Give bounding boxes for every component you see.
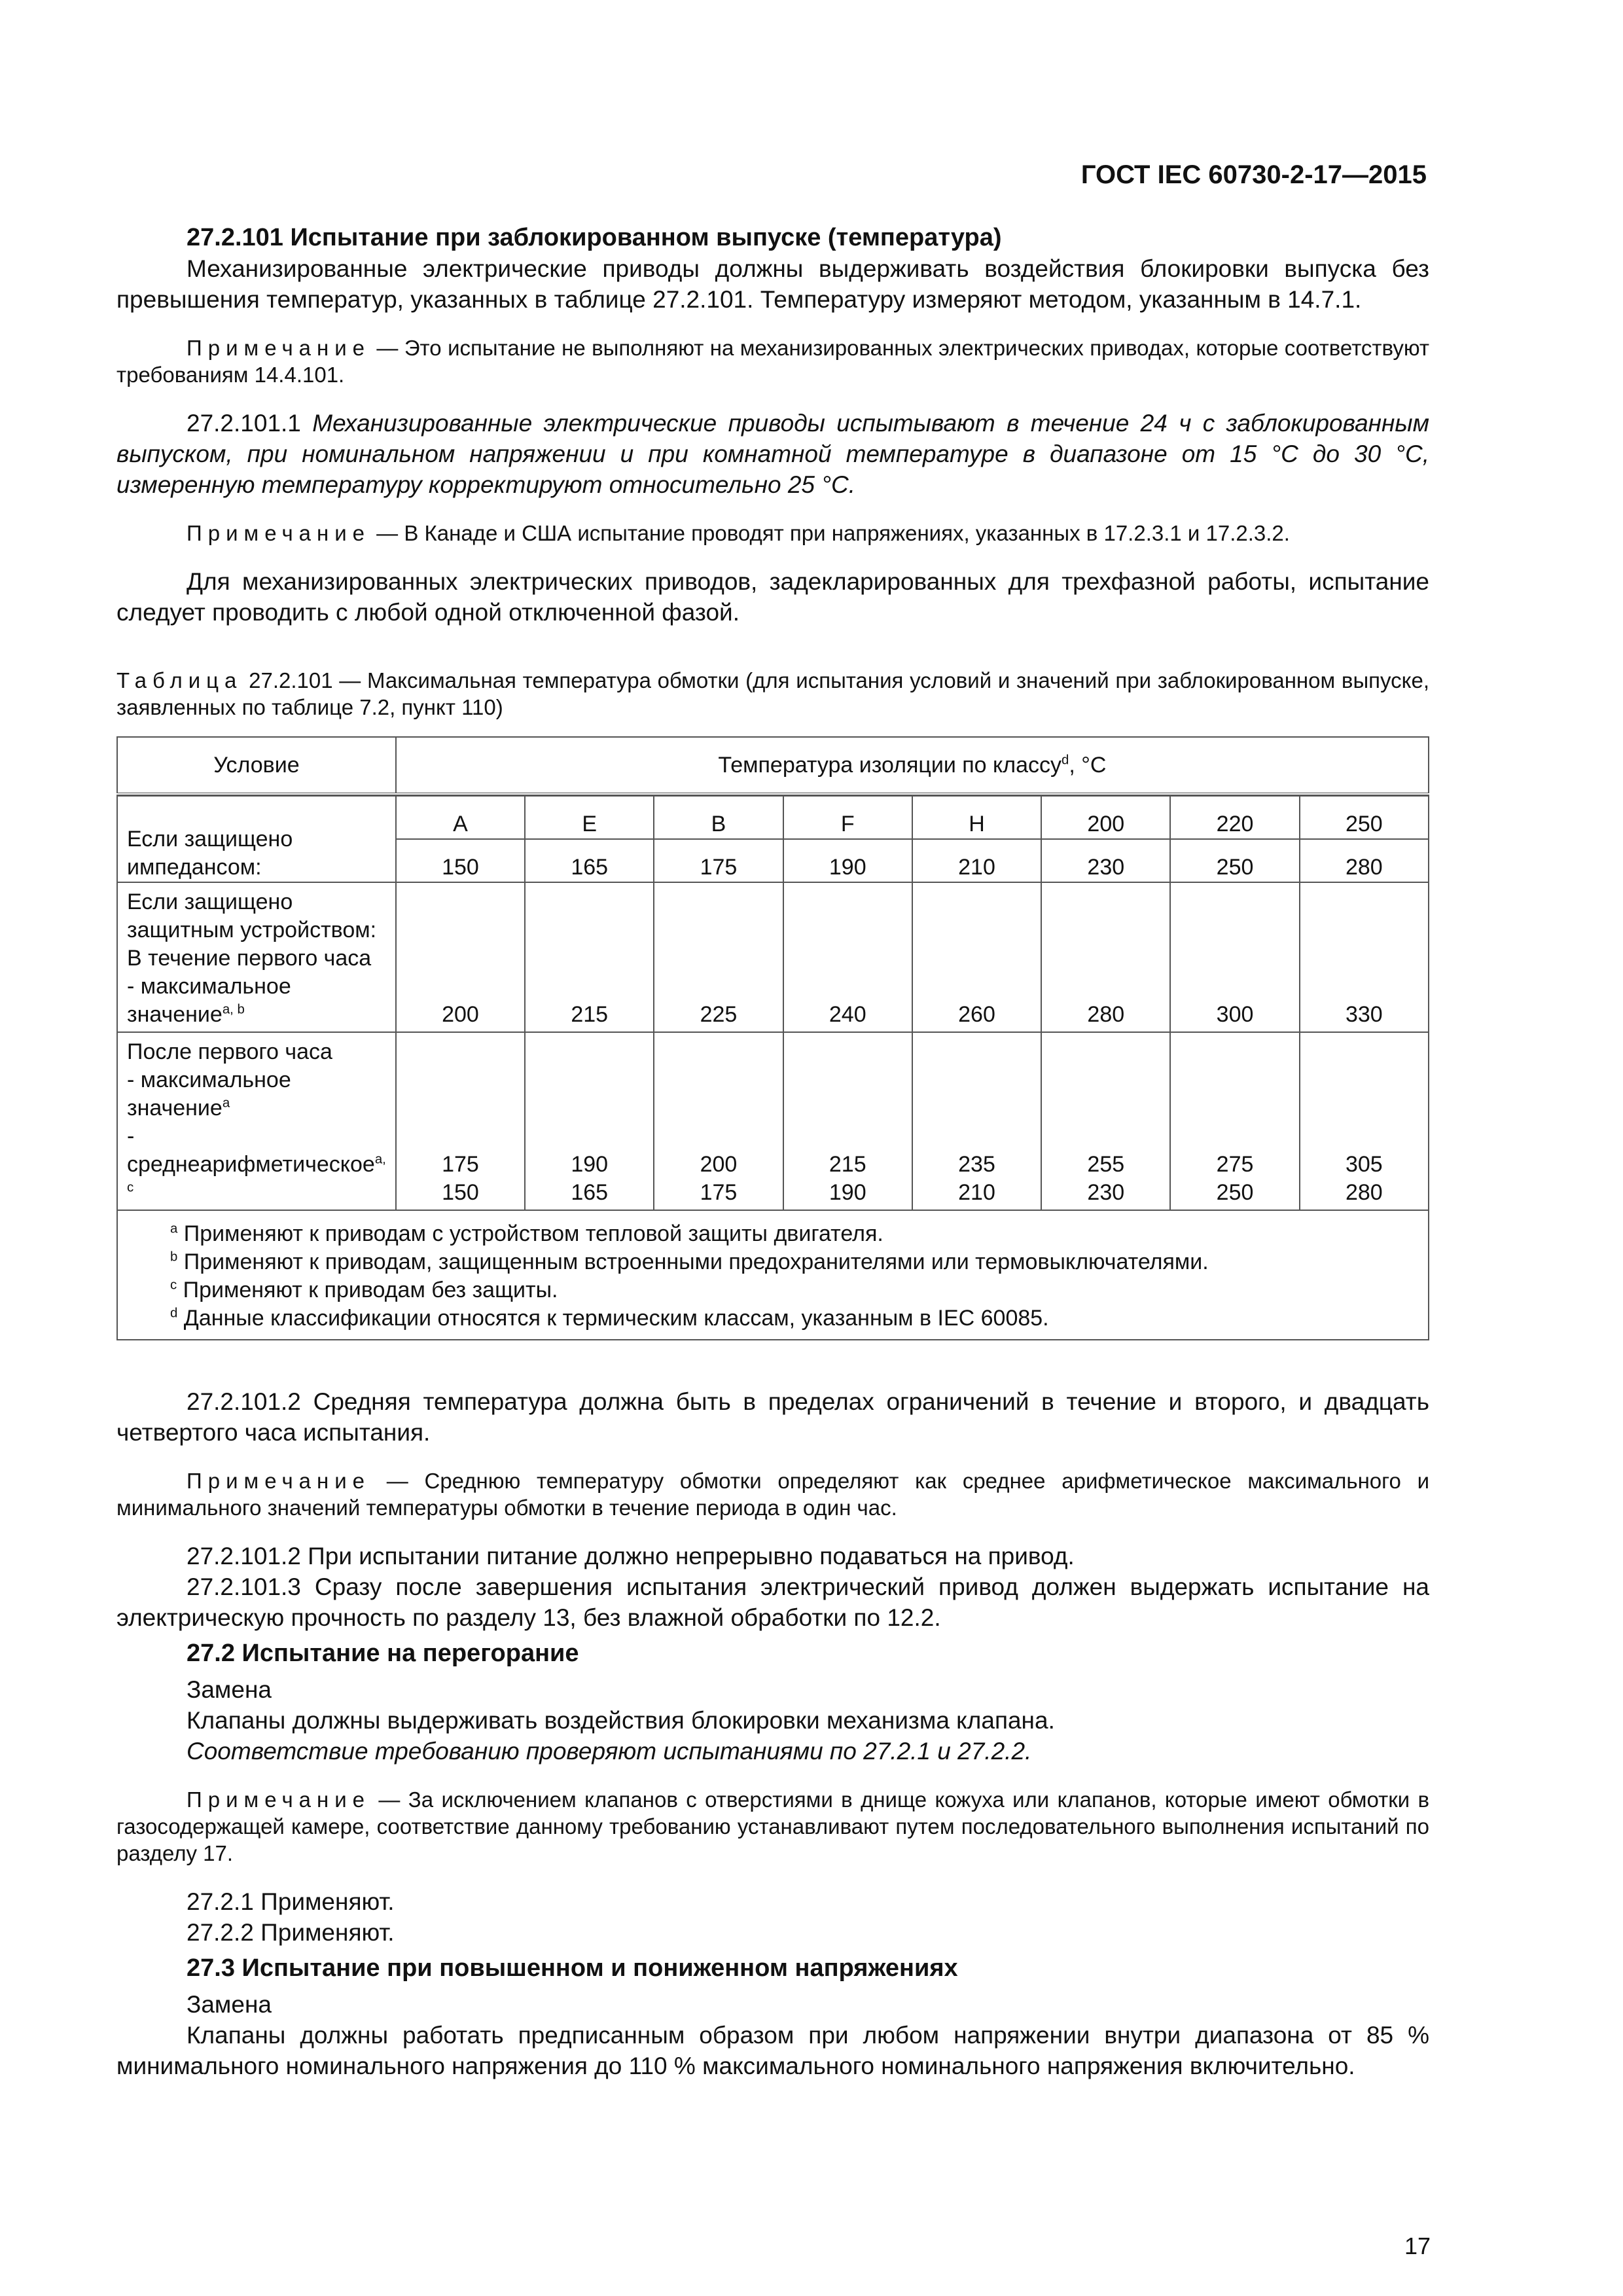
row2-line: В течение первого часа <box>127 946 372 971</box>
value-cell: 210 <box>912 839 1041 882</box>
value-cell: 250 <box>1170 839 1299 882</box>
row2-line <box>127 973 386 1029</box>
avg-value: 280 <box>1345 1180 1383 1205</box>
caption-label: Таблица <box>116 668 243 692</box>
header-unit: , °С <box>1069 752 1107 778</box>
clause-text: Механизированные электрические приводы испытывают в течение 24 ч с заблокированным выпуском, при номинальном напряжении и при комнатной температуре в диапазоне от 15 °С до 30 °С, измеренную температуру корректируют относительно 25 °С. <box>116 410 1429 498</box>
value-cell: 225 <box>654 882 783 1032</box>
class-cell: H <box>912 796 1041 839</box>
footnote <box>170 1304 1428 1333</box>
header-insulation-text: Температура изоляции по классу <box>718 752 1062 778</box>
row3-line <box>127 1122 386 1207</box>
page-body <box>116 223 1429 2081</box>
avg-value: 190 <box>829 1180 866 1205</box>
row3-line-text: - среднеарифметическое <box>127 1124 375 1177</box>
max-value: 305 <box>1345 1152 1383 1177</box>
value-cell: 280 <box>1300 839 1429 882</box>
row3-line-text: - максимальное значение <box>127 1067 291 1121</box>
section-title-27-2-101: 27.2.101 Испытание при заблокированном выпуске (температура) <box>187 224 1002 251</box>
value-cell <box>912 1032 1041 1210</box>
row2-line: Если защищено защитным устройством: <box>127 889 377 942</box>
paragraph-compliance: Соответствие требованию проверяют испытаниями по 27.2.1 и 27.2.2. <box>187 1738 1032 1765</box>
row3-line: После первого часа <box>127 1039 332 1064</box>
paragraph: Клапаны должны выдерживать воздействия блокировки механизма клапана. <box>187 1707 1055 1734</box>
page-number: 17 <box>1404 2233 1431 2259</box>
footnote-text: Применяют к приводам с устройством тепловой защиты двигателя. <box>177 1221 883 1246</box>
replacement-label: Замена <box>187 1676 272 1703</box>
section-title-27-2: 27.2 Испытание на перегорание <box>187 1640 579 1667</box>
footnote-mark: d <box>170 1306 178 1321</box>
row2-line-text: - максимальное значение <box>127 974 291 1027</box>
note <box>116 334 1429 388</box>
footnote <box>170 1276 1428 1304</box>
paragraph-27-2-101-2: 27.2.101.2 Средняя температура должна быть в пределах ограничений в течение и второго, и двадцать четвертого часа испытания. <box>116 1388 1429 1446</box>
max-value: 255 <box>1087 1152 1125 1177</box>
value-cell: 200 <box>396 882 525 1032</box>
note-text: — Среднюю температуру обмотки определяют как среднее арифметическое максимального и минимального значений температуры обмотки в течение периода в один час. <box>116 1469 1429 1520</box>
document-designation: ГОСТ IEC 60730-2-17—2015 <box>1080 160 1427 189</box>
footnote-mark: a <box>170 1221 178 1236</box>
note-label: Примечание <box>187 1787 371 1812</box>
class-cell: E <box>525 796 654 839</box>
table-caption <box>116 667 1429 721</box>
value-cell <box>1300 1032 1429 1210</box>
avg-value: 230 <box>1087 1180 1125 1205</box>
note-text: — Это испытание не выполняют на механизированных электрических приводах, которые соответствуют требованиям 14.4.101. <box>116 336 1429 387</box>
note-text: — В Канаде и США испытание проводят при напряжениях, указанных в 17.2.3.1 и 17.2.3.2. <box>370 521 1290 545</box>
footnote <box>170 1248 1428 1276</box>
value-cell: 215 <box>525 882 654 1032</box>
paragraph: Механизированные электрические приводы должны выдерживать воздействия блокировки выпуска без превышения температур, указанных в таблице 27.2.101. Температуру измеряют методом, указанным в 14.7.1. <box>116 255 1429 313</box>
note <box>116 1467 1429 1521</box>
value-cell: 280 <box>1041 882 1170 1032</box>
table-row-protective-device <box>117 882 1429 1032</box>
avg-value: 250 <box>1216 1180 1254 1205</box>
row2-label-cell <box>117 882 396 1032</box>
header-condition: Условие <box>117 737 396 794</box>
max-value: 275 <box>1216 1152 1254 1177</box>
max-value: 215 <box>829 1152 866 1177</box>
avg-value: 165 <box>571 1180 609 1205</box>
paragraph-27-2-101-2-b: 27.2.101.2 При испытании питание должно непрерывно подаваться на привод. <box>187 1543 1075 1570</box>
footnote-text: Применяют к приводам без защиты. <box>177 1278 558 1302</box>
footnote-ref: a, b <box>222 1002 245 1017</box>
class-row <box>117 796 1429 839</box>
paragraph-27-2-1: 27.2.1 Применяют. <box>187 1888 395 1915</box>
max-value: 235 <box>958 1152 995 1177</box>
class-cell: F <box>783 796 912 839</box>
table-row-after-first-hour <box>117 1032 1429 1210</box>
section-title-27-3: 27.3 Испытание при повышенном и пониженном напряжениях <box>187 1954 958 1982</box>
paragraph-27-2-2: 27.2.2 Применяют. <box>187 1919 395 1946</box>
avg-value: 150 <box>442 1180 479 1205</box>
paragraph: Для механизированных электрических приводов, задекларированных для трехфазной работы, испытание следует проводить с любой одной отключенной фазой. <box>116 568 1429 626</box>
value-cell <box>396 1032 525 1210</box>
class-cell: 250 <box>1300 796 1429 839</box>
value-cell: 330 <box>1300 882 1429 1032</box>
note-label: Примечание <box>187 336 371 360</box>
avg-value: 210 <box>958 1180 995 1205</box>
footnote-ref: d <box>1061 753 1069 768</box>
note-label: Примечание <box>187 521 371 545</box>
value-cell: 150 <box>396 839 525 882</box>
caption-text: 27.2.101 — Максимальная температура обмотки (для испытания условий и значений при заблокированном выпуске, заявленных по таблице 7.2, пункт 110) <box>116 668 1429 719</box>
value-cell <box>783 1032 912 1210</box>
row3-label-cell <box>117 1032 396 1210</box>
table-header-row <box>117 737 1429 794</box>
note <box>116 1786 1429 1867</box>
footnote <box>170 1220 1428 1248</box>
value-cell: 300 <box>1170 882 1299 1032</box>
footnote-text: Применяют к приводам, защищенным встроенными предохранителями или термовыключателями. <box>177 1249 1209 1274</box>
paragraph-27-2-101-3: 27.2.101.3 Сразу после завершения испытания электрический привод должен выдержать испытание на электрическую прочность по разделу 13, без влажной обработки по 12.2. <box>116 1573 1429 1631</box>
row1-label-cell <box>117 796 396 882</box>
value-cell: 165 <box>525 839 654 882</box>
value-cell: 190 <box>783 839 912 882</box>
value-cell <box>1041 1032 1170 1210</box>
value-cell: 230 <box>1041 839 1170 882</box>
replacement-label: Замена <box>187 1991 272 2018</box>
max-value: 200 <box>700 1152 738 1177</box>
value-cell: 240 <box>783 882 912 1032</box>
paragraph-27-2-101-1 <box>116 408 1429 500</box>
footnote-ref: a, c <box>127 1152 386 1195</box>
avg-value: 175 <box>700 1180 738 1205</box>
value-cell <box>525 1032 654 1210</box>
value-cell <box>654 1032 783 1210</box>
max-value: 190 <box>571 1152 609 1177</box>
winding-temperature-table <box>116 736 1429 1340</box>
table-footnotes <box>117 1210 1429 1340</box>
row3-line <box>127 1066 386 1122</box>
header-insulation-class <box>396 737 1429 794</box>
max-value: 175 <box>442 1152 479 1177</box>
value-cell <box>1170 1032 1299 1210</box>
class-cell: 200 <box>1041 796 1170 839</box>
clause-number: 27.2.101.1 <box>187 410 313 437</box>
footnote-mark: b <box>170 1249 178 1265</box>
class-cell: 220 <box>1170 796 1299 839</box>
footnote-text: Данные классификации относятся к термическим классам, указанным в IEC 60085. <box>177 1306 1049 1331</box>
paragraph: Клапаны должны работать предписанным образом при любом напряжении внутри диапазона от 85 % минимального номинального напряжения до 110 % максимального номинального напряжения включительно. <box>116 2022 1429 2079</box>
table-footnotes-row <box>117 1210 1429 1340</box>
footnote-ref: a <box>222 1096 230 1111</box>
class-cell: B <box>654 796 783 839</box>
class-cell: A <box>396 796 525 839</box>
value-cell: 260 <box>912 882 1041 1032</box>
note-label: Примечание <box>187 1469 371 1493</box>
note-text: — За исключением клапанов с отверстиями в днище кожуха или клапанов, которые имеют обмотки в газосодержащей камере, соответствие данному требованию устанавливают путем последовательного выполнения испытаний по разделу 17. <box>116 1787 1429 1865</box>
note <box>116 520 1429 547</box>
footnote-mark: c <box>170 1278 177 1293</box>
row1-label: Если защищено импедансом: <box>127 827 293 880</box>
value-cell: 175 <box>654 839 783 882</box>
